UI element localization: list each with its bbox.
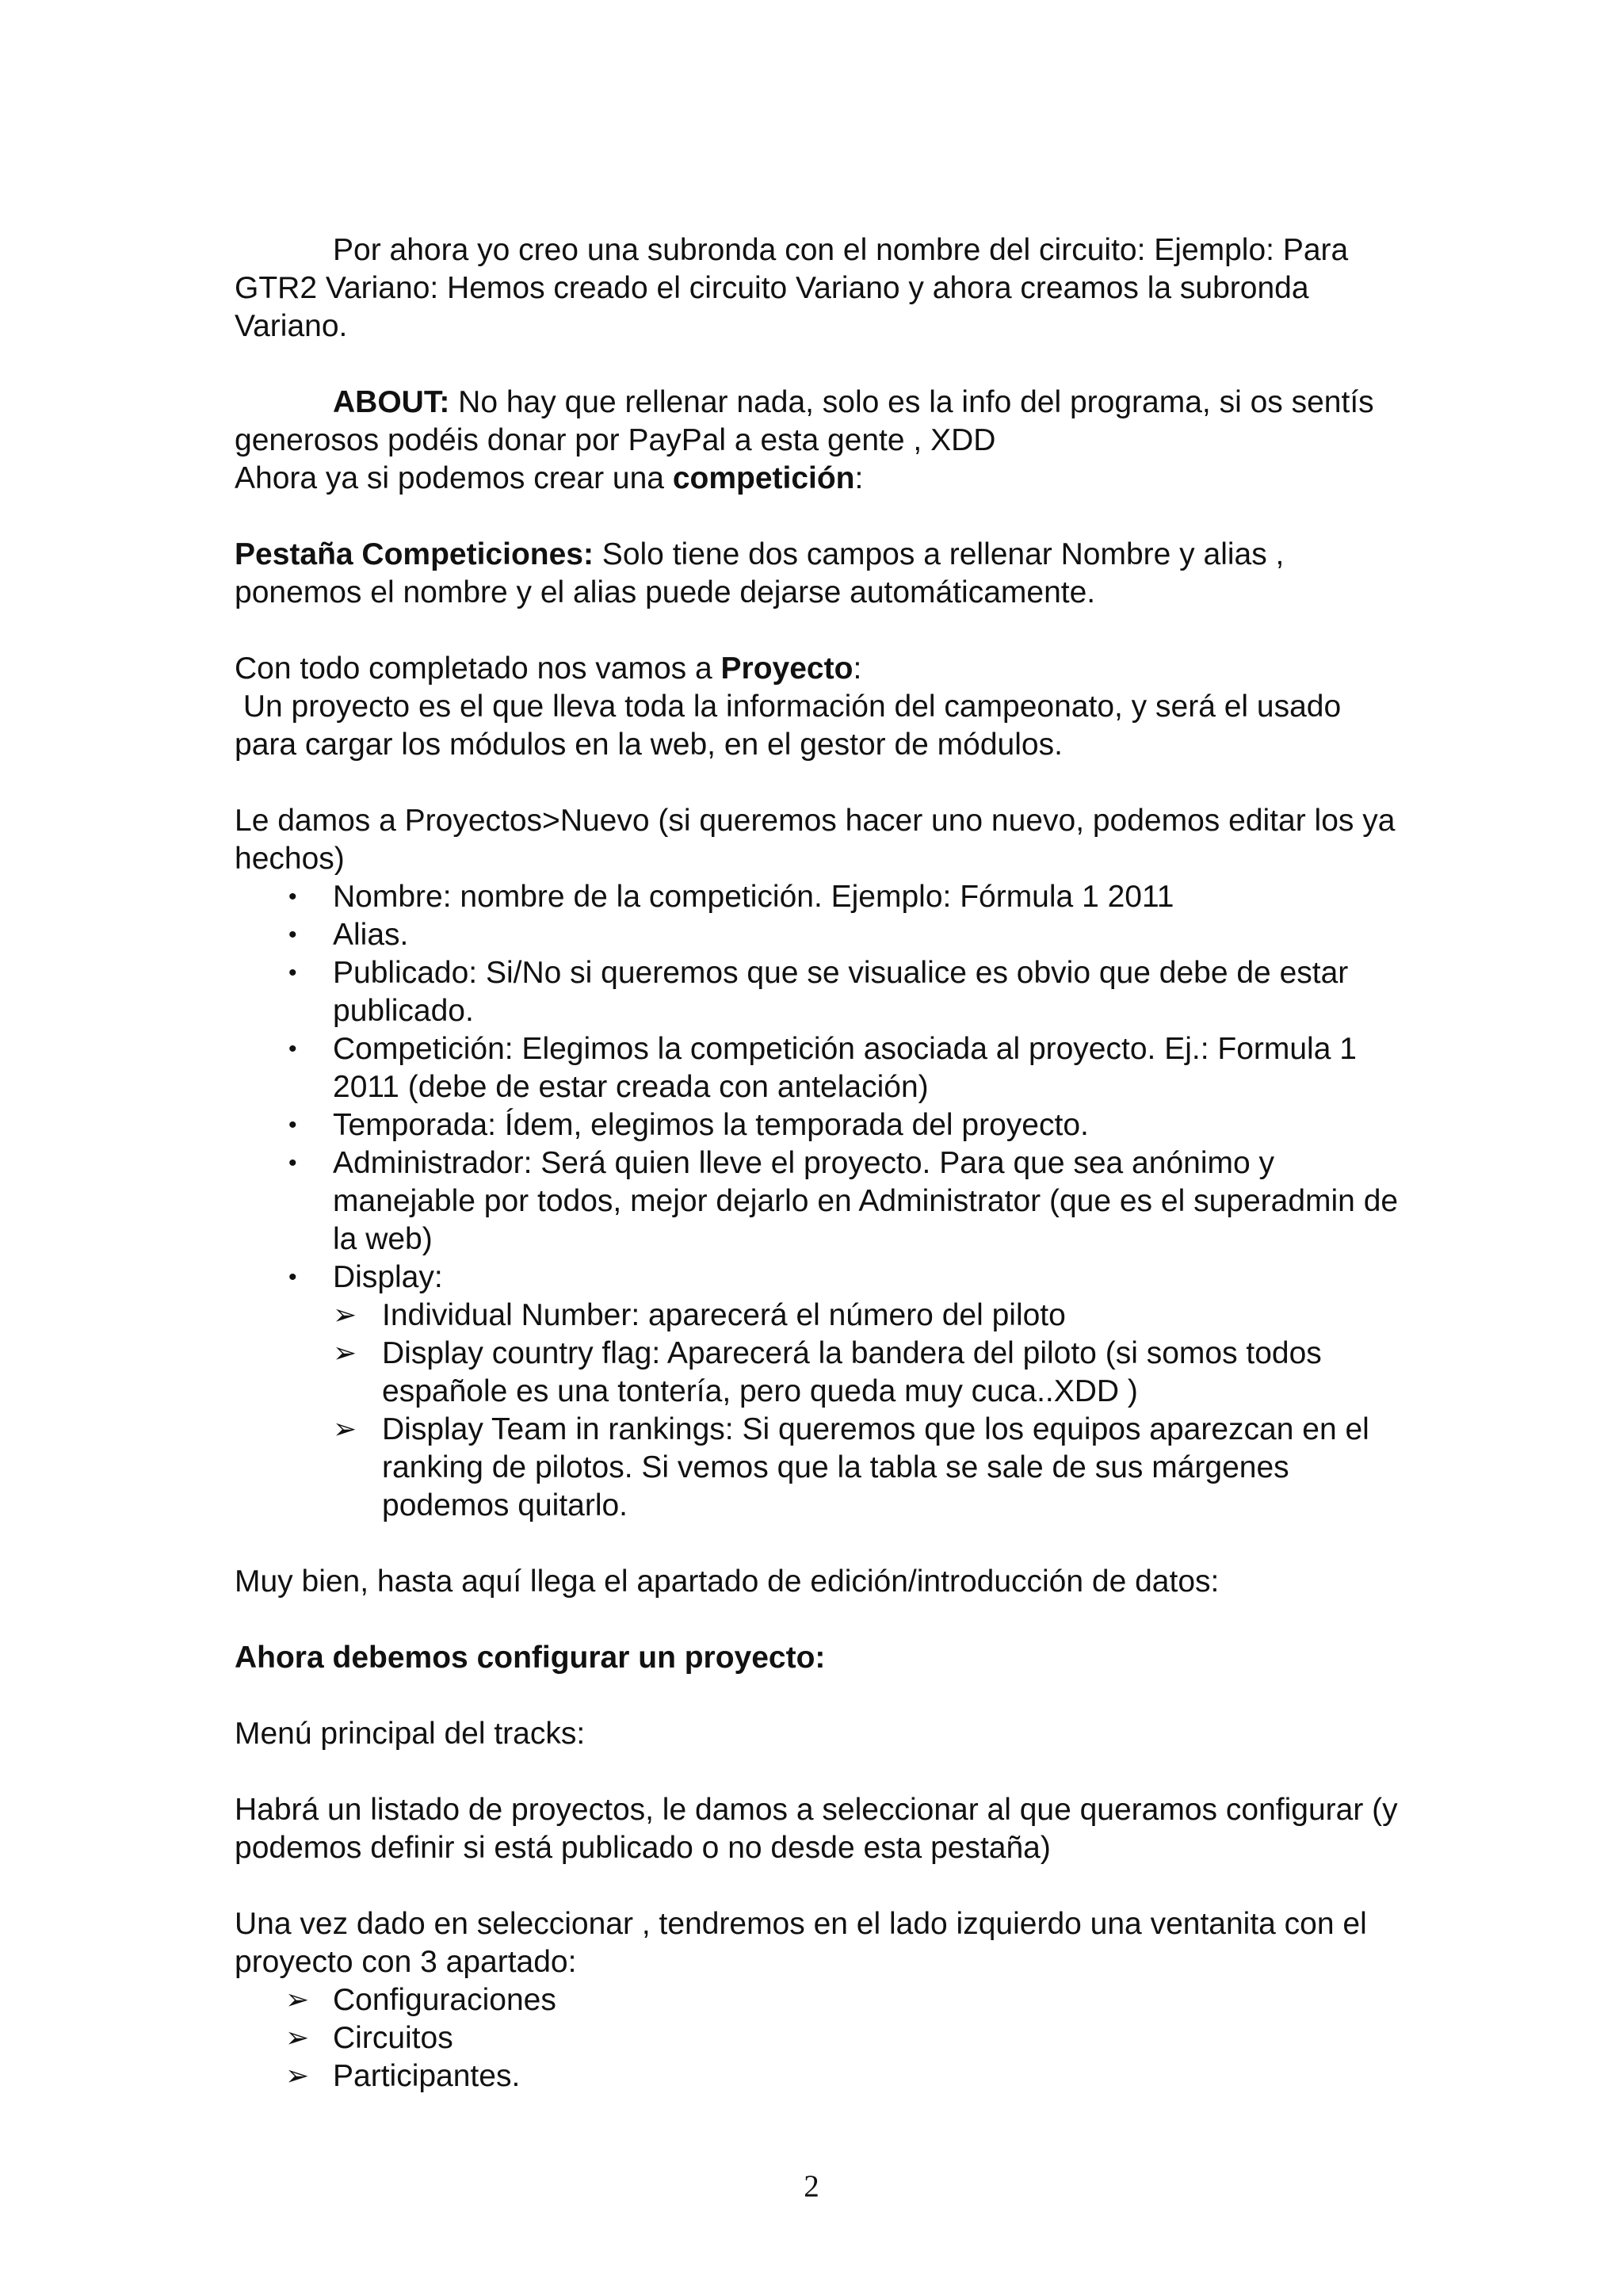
list-item bbox=[235, 1030, 1401, 1106]
create-competition-post: : bbox=[854, 461, 864, 495]
bullet-icon: • bbox=[288, 884, 297, 910]
pestana-text: Solo tiene dos campos a rellenar Nombre y alias , ponemos el nombre y el alias puede dejarse automáticamente. bbox=[235, 537, 1285, 609]
pestana-label: Pestaña Competiciones: bbox=[235, 537, 594, 571]
create-competition-line bbox=[235, 460, 1401, 498]
proyecto-bold: Proyecto bbox=[720, 651, 854, 686]
bullet-icon: • bbox=[288, 1036, 297, 1062]
about-label: ABOUT: bbox=[333, 385, 450, 419]
proyecto-description: Un proyecto es el que lleva toda la información del campeonato, y será el usado para cargar los módulos en la web, en el gestor de módulos. bbox=[235, 690, 1350, 762]
proyecto-post: : bbox=[853, 651, 862, 686]
project-fields-list bbox=[235, 878, 1401, 1297]
list-item bbox=[235, 1106, 1401, 1144]
arrow-icon: ➢ bbox=[285, 2021, 310, 2053]
about-paragraph bbox=[235, 384, 1401, 460]
list-item bbox=[235, 1259, 1401, 1297]
arrow-icon: ➢ bbox=[333, 1412, 357, 1445]
bullet-icon: • bbox=[288, 960, 297, 986]
list-item bbox=[235, 2019, 1401, 2057]
list-item-text: Participantes. bbox=[333, 2059, 521, 2093]
bullet-icon: • bbox=[288, 922, 297, 948]
list-item-text: Display country flag: Aparecerá la bandera del piloto (si somos todos españole es una tontería, pero queda muy cuca..XDD ) bbox=[382, 1336, 1322, 1408]
bullet-icon: • bbox=[288, 1264, 297, 1290]
bullet-icon: • bbox=[288, 1150, 297, 1176]
proyecto-pre: Con todo completado nos vamos a bbox=[235, 651, 721, 686]
una-vez-paragraph: Una vez dado en seleccionar , tendremos en el lado izquierdo una ventanita con el proyecto con 3 apartado: bbox=[235, 1907, 1367, 1979]
list-item bbox=[235, 878, 1401, 916]
intro-paragraph: Por ahora yo creo una subronda con el nombre del circuito: Ejemplo: Para GTR2 Variano: Hemos creado el circuito Variano y ahora creamos la subronda Variano. bbox=[235, 233, 1349, 343]
list-item-text: Alias. bbox=[333, 918, 409, 952]
list-item bbox=[235, 954, 1401, 1030]
section-heading bbox=[235, 1639, 1401, 1677]
menu-paragraph: Menú principal del tracks: bbox=[235, 1717, 586, 1751]
list-item bbox=[235, 1411, 1401, 1525]
arrow-icon: ➢ bbox=[285, 1983, 310, 2015]
list-item bbox=[235, 1144, 1401, 1259]
list-item bbox=[235, 1335, 1401, 1411]
competition-bold: competición bbox=[672, 461, 855, 495]
nuevo-paragraph: Le damos a Proyectos>Nuevo (si queremos hacer uno nuevo, podemos editar los ya hechos) bbox=[235, 804, 1396, 876]
arrow-icon: ➢ bbox=[333, 1298, 357, 1331]
muy-bien-paragraph: Muy bien, hasta aquí llega el apartado de edición/introducción de datos: bbox=[235, 1564, 1220, 1599]
list-item bbox=[235, 1297, 1401, 1335]
listado-paragraph: Habrá un listado de proyectos, le damos a seleccionar al que queramos configurar (y podemos definir si está publicado o no desde esta pestaña) bbox=[235, 1793, 1398, 1865]
list-item-text: Circuitos bbox=[333, 2021, 453, 2055]
bullet-icon: • bbox=[288, 1112, 297, 1138]
list-item-text: Administrador: Será quien lleve el proyecto. Para que sea anónimo y manejable por todos, mejor dejarlo en Administrator (que es el superadmin de la web) bbox=[333, 1146, 1399, 1256]
proyecto-line bbox=[235, 650, 1401, 688]
display-options-list bbox=[235, 1297, 1401, 1525]
list-item-text: Display Team in rankings: Si queremos que los equipos aparezcan en el ranking de pilotos. Si vemos que la tabla se sale de sus márgenes podemos quitarlo. bbox=[382, 1412, 1369, 1522]
section-heading-text: Ahora debemos configurar un proyecto: bbox=[235, 1641, 826, 1675]
about-text: No hay que rellenar nada, solo es la info del programa, si os sentís generosos podéis donar por PayPal a esta gente , XDD bbox=[235, 385, 1374, 457]
page-number: 2 bbox=[804, 2169, 819, 2203]
list-item-text: Individual Number: aparecerá el número del piloto bbox=[382, 1298, 1066, 1332]
list-item bbox=[235, 2057, 1401, 2095]
list-item-text: Display: bbox=[333, 1260, 443, 1294]
create-competition-pre: Ahora ya si podemos crear una bbox=[235, 461, 673, 495]
pestana-paragraph bbox=[235, 536, 1401, 612]
apartados-list bbox=[235, 1981, 1401, 2095]
list-item-text: Competición: Elegimos la competición asociada al proyecto. Ej.: Formula 1 2011 (debe de estar creada con antelación) bbox=[333, 1032, 1357, 1104]
list-item bbox=[235, 916, 1401, 954]
list-item-text: Nombre: nombre de la competición. Ejemplo: Fórmula 1 2011 bbox=[333, 880, 1174, 914]
list-item-text: Configuraciones bbox=[333, 1983, 556, 2017]
list-item-text: Temporada: Ídem, elegimos la temporada del proyecto. bbox=[333, 1108, 1089, 1142]
list-item-text: Publicado: Si/No si queremos que se visualice es obvio que debe de estar publicado. bbox=[333, 956, 1349, 1028]
arrow-icon: ➢ bbox=[285, 2059, 310, 2092]
list-item bbox=[235, 1981, 1401, 2019]
arrow-icon: ➢ bbox=[333, 1336, 357, 1369]
